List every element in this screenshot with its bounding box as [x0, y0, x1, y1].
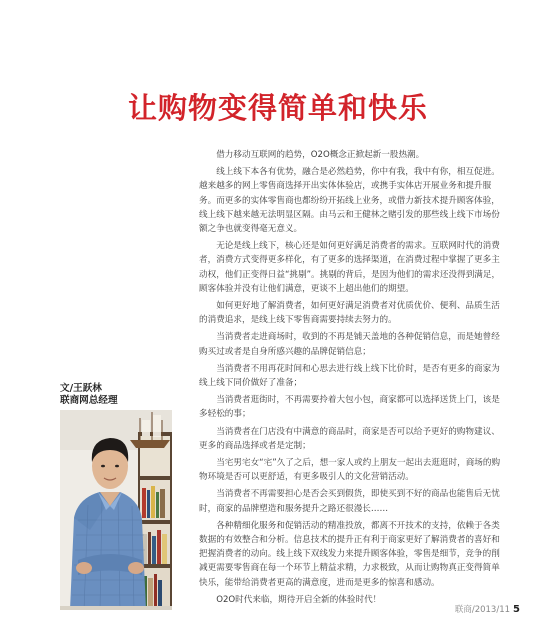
article-paragraph: 当消费者不再需要担心是否会买到假货，即使买到不好的商品也能售后无忧时，商家的品牌塑造和服务提升之路还很漫长……	[199, 489, 500, 514]
article-paragraph: 当消费者在门店没有中满意的商品时，商家是否可以给予更好的购物建议、更多的商品选择或者是定制；	[199, 426, 500, 451]
article-body	[199, 148, 503, 610]
issue-label: 联商/2013/11	[454, 605, 511, 615]
article-paragraph: 各种精细化服务和促销活动的精准投放，都离不开技术的支持，依赖于各类数据的有效整合和分析。信息技术的提升正有利于商家更好了解消费者的喜好和把握消费者的动向。线上线下双线发力来提升顾客体验，零售是细节，竞争的削减更需要零售商在每一个环节上精益求精，力求极致，从而让购物真正变得简单快乐，能带给消费者更高的满意度，进而是更多的惊喜和感动。	[199, 520, 500, 588]
page-footer	[410, 603, 520, 615]
article-paragraph: 如何更好地了解消费者，如何更好满足消费者对优质优价、便利、品质生活的消费追求，是线上线下零售商需要持续去努力的。	[199, 301, 500, 326]
author-position: 联商网总经理	[60, 395, 118, 406]
article-paragraph: 当消费者走进商场时，收到的不再是铺天盖地的各种促销信息，而是她曾经购买过或者是自身所感兴趣的品牌促销信息；	[199, 332, 500, 357]
article-paragraph: 当宅男宅女“宅”久了之后，想一家人或约上朋友一起出去逛逛时，商场的购物环境是否可以更舒适，有更多吸引人的文化营销活动。	[199, 458, 501, 483]
author-photo	[60, 410, 172, 610]
author-byline	[60, 383, 190, 407]
author-portrait-image	[60, 410, 172, 610]
article-paragraph: 无论是线上线下，核心还是如何更好满足消费者的需求。互联网时代的消费者，消费方式变得更多样化，有了更多的选择渠道，在消费过程中掌握了更多主动权，他们正变得日益“挑剔”。挑剔的背后，是因为他们的需求还没得到满足，顾客体验并没有让他们满意，更谈不上超出他们的期望。	[199, 241, 501, 294]
article-paragraph: 线上线下本各有优势，融合是必然趋势，你中有我，我中有你，相互促进。越来越多的网上零售商选择开出实体体验店，或携手实体店开展业务和提升服务。而更多的实体零售商也都纷纷开拓线上业务，或借力新技术提升顾客体验，线上线下越来越无法明显区隔。由马云和王健林之赌引发的那些线上线下市场份额之争也就变得毫无意义。	[199, 167, 500, 235]
article-paragraph: 当消费者逛街时，不再需要拎着大包小包，商家都可以选择送货上门，该是多轻松的事；	[199, 395, 500, 420]
article-title: 让购物变得简单和快乐	[128, 91, 429, 125]
article-paragraph: 借力移动互联网的趋势，O2O概念正掀起新一股热潮。	[216, 150, 425, 160]
article-paragraph: 当消费者不用再花时间和心思去进行线上线下比价时，是否有更多的商家为线上线下同价做好了准备；	[199, 363, 500, 389]
author-name: 文/王跃林	[60, 383, 102, 394]
article-paragraph: O2O时代来临，期待开启全新的体验时代！	[216, 594, 382, 605]
page-number: 5	[513, 604, 520, 615]
